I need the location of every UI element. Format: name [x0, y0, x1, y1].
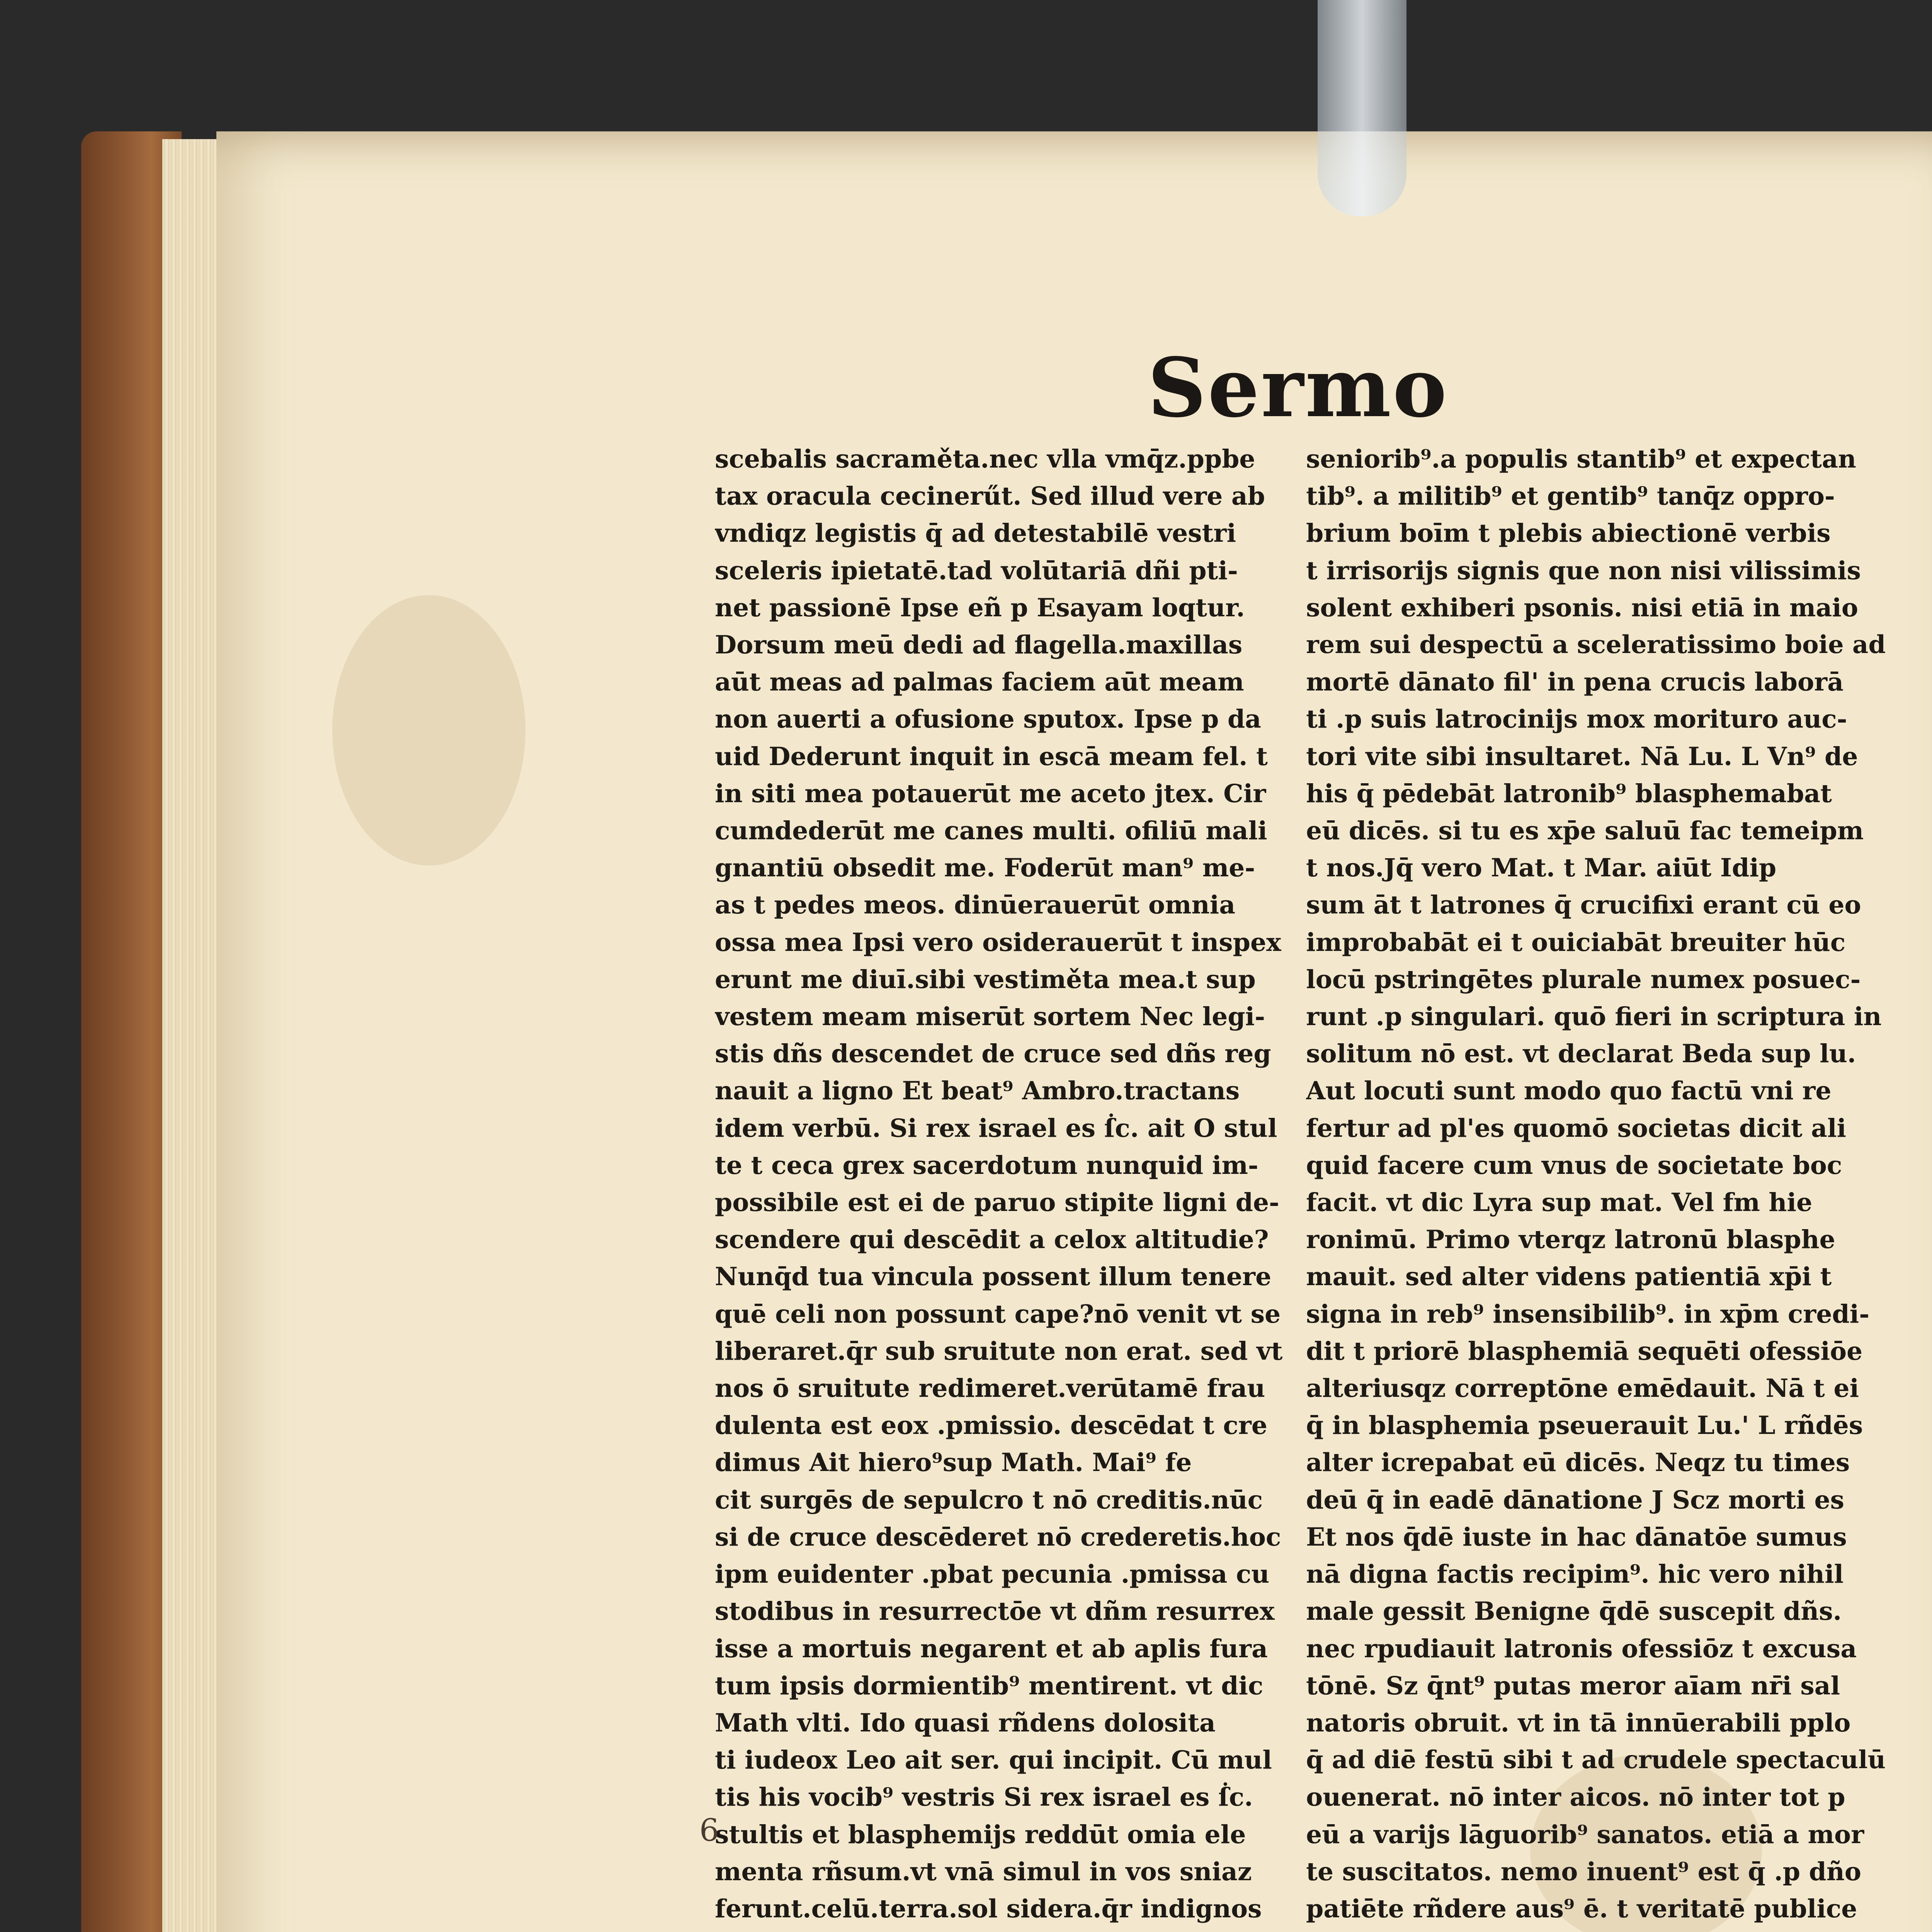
text-line: q̄ ad diē festū sibi t ad crudele spectaculū [1306, 1745, 1886, 1775]
text-line: runt .p singulari. quō fieri in scriptura in [1306, 1002, 1882, 1032]
text-line: stultis et blasphemijs reddūt omia ele [715, 1820, 1246, 1849]
text-line: non auerti a ofusione sputox. Ipse p da [715, 704, 1261, 734]
text-line: facit. vt dic Lyra sup mat. Vel fm hie [1306, 1188, 1813, 1218]
text-line: idem verbū. Si rex israel es ẛc. ait O stul [715, 1113, 1277, 1143]
text-line: tum ipsis dormientib⁹ mentirent. vt dic [715, 1671, 1264, 1701]
text-line: nos ō sruitute redimeret.verūtamē frau [715, 1374, 1265, 1403]
text-line: ossa mea Ipsi vero osiderauerūt t inspex [715, 927, 1281, 957]
text-line: Nunq̄d tua vincula possent illum tenere [715, 1262, 1272, 1292]
text-line: scendere qui descēdit a celox altitudie? [715, 1225, 1269, 1255]
text-line: in siti mea potauerūt me aceto jtex. Cir [715, 779, 1266, 808]
text-line: male gessit Benigne q̄dē suscepit dñs. [1306, 1597, 1842, 1626]
text-line: uid Dederunt inquit in escā meam fel. t [715, 742, 1268, 771]
text-line: dit t priorē blasphemiā sequēti ofessiōe [1306, 1336, 1863, 1366]
text-line: ti .p suis latrocinijs mox morituro auc- [1306, 704, 1847, 734]
text-line: ronimū. Primo vterqz latronū blasphe [1306, 1225, 1835, 1255]
text-line: deū q̄ in eadē dānatione J Scz morti es [1306, 1485, 1844, 1515]
text-line: patiēte rñdere aus⁹ ē. t veritatē publice [1306, 1894, 1857, 1923]
text-line: liberaret.q̄r sub sruitute non erat. sed vt [715, 1336, 1283, 1366]
text-line: tax oracula cecinerűt. Sed illud vere ab [715, 481, 1265, 511]
text-line: stodibus in resurrectōe vt dñm resurrex [715, 1597, 1275, 1626]
text-line: net passionē Ipse eñ p Esayam loqtur. [715, 593, 1245, 622]
text-line: dulenta est eox .pmissio. descēdat t cre [715, 1411, 1267, 1440]
text-line: ipm euidenter .pbat pecunia .pmissa cu [715, 1560, 1270, 1589]
text-line: improbabāt ei t ouiciabāt breuiter hūc [1306, 927, 1846, 957]
text-line: solent exhiberi psonis. nisi etiā in maio [1306, 593, 1858, 622]
text-line: Dorsum meū dedi ad flagella.maxillas [715, 630, 1243, 660]
page-heading: Sermo [1148, 340, 1449, 435]
text-line: quid facere cum vnus de societate boc [1306, 1150, 1842, 1180]
text-line: erunt me diuī.sibi vestiměta mea.t sup [715, 964, 1256, 994]
text-line: cumdederūt me canes multi. ofiliū mali [715, 816, 1267, 846]
text-line: possibile est ei de paruo stipite ligni de- [715, 1188, 1279, 1218]
text-line: seniorib⁹.a populis stantib⁹ et expectan [1306, 444, 1856, 474]
text-line: stis dñs descendet de cruce sed dñs reg [715, 1039, 1271, 1069]
text-line [715, 1927, 1306, 1932]
page-stain [332, 595, 526, 866]
text-line: ouenerat. nō inter aicos. nō inter tot p [1306, 1782, 1845, 1812]
text-line [1306, 1927, 1897, 1932]
text-line: eū a varijs lāguorib⁹ sanatos. etiā a mor [1306, 1820, 1864, 1849]
text-line: isse a mortuis negarent et ab aplis fura [715, 1634, 1268, 1663]
text-line: nā digna factis recipim⁹. hic vero nihil [1306, 1560, 1844, 1589]
text-line: Et nos q̄dē iuste in hac dānatōe sumus [1306, 1522, 1847, 1552]
text-line: Math vlti. Ido quasi rñdens dolosita [715, 1708, 1216, 1738]
text-line: quē celi non possunt cape?nō venit vt se [715, 1299, 1281, 1329]
text-line: tis his vocib⁹ vestris Si rex israel es ẛc. [715, 1782, 1253, 1812]
text-line: rem sui despectū a sceleratissimo boie ad [1306, 630, 1886, 660]
text-line: ferunt.celū.terra.sol sidera.q̄r indignos [715, 1894, 1262, 1923]
text-line: sceleris ipietatē.tad volūtariā dñi pti- [715, 556, 1238, 585]
text-line: brium boīm t plebis abiectionē verbis [1306, 519, 1831, 548]
text-line: Aut locuti sunt modo quo factū vni re [1306, 1076, 1832, 1106]
text-line: t irrisorijs signis que non nisi vilissimis [1306, 556, 1861, 585]
text-line: nec rpudiauit latronis ofessiōz t excusa [1306, 1634, 1857, 1663]
text-line: ti iudeox Leo ait ser. qui incipit. Cū mul [715, 1745, 1272, 1775]
text-line: te t ceca grex sacerdotum nunquid im- [715, 1150, 1259, 1180]
text-line: mauit. sed alter videns patientiā xp̄i t [1306, 1262, 1832, 1292]
text-line: cit surgēs de sepulcro t nō creditis.nūc [715, 1485, 1263, 1515]
text-line: tori vite sibi insultaret. Nā Lu. L Vn⁹ de [1306, 742, 1858, 771]
text-line: si de cruce descēderet nō crederetis.hoc [715, 1522, 1281, 1552]
text-line: sum āt t latrones q̄ crucifixi erant cū eo [1306, 890, 1861, 920]
text-line: fertur ad pl'es quomō societas dicit ali [1306, 1113, 1847, 1143]
text-line: aūt meas ad palmas faciem aūt meam [715, 667, 1244, 697]
text-line: solitum nō est. vt declarat Beda sup lu. [1306, 1039, 1856, 1069]
text-column-right [1306, 440, 1897, 1932]
text-line: eū dicēs. si tu es xp̄e saluū fac temeipm [1306, 816, 1864, 846]
text-line: scebalis sacraměta.nec vlla vmq̄z.ppbe [715, 444, 1255, 474]
text-line: alteriusqz correptōne emēdauit. Nā t ei [1306, 1374, 1859, 1403]
text-line: his q̄ pēdebāt latronib⁹ blasphemabat [1306, 779, 1832, 808]
text-line: vndiqz legistis q̄ ad detestabilē vestri [715, 519, 1236, 548]
text-line: signa in reb⁹ insensibilib⁹. in xp̄m credi- [1306, 1299, 1870, 1329]
margin-mark: 6 [699, 1812, 719, 1848]
text-line: gnantiū obsedit me. Foderūt man⁹ me- [715, 853, 1255, 883]
text-line: locū pstringētes plurale numex posuec- [1306, 964, 1861, 994]
text-line: t nos.Jq̄ vero Mat. t Mar. aiūt Idip [1306, 853, 1777, 883]
text-line: natoris obruit. vt in tā innūerabili pplo [1306, 1708, 1851, 1738]
page-clip-top [1318, 0, 1406, 216]
text-line: te suscitatos. nemo inuent⁹ est q̄ .p dño [1306, 1857, 1861, 1886]
text-line: tōnē. Sz q̄nt⁹ putas meror aīam nr̄i sal [1306, 1671, 1840, 1701]
text-line: menta rñsum.vt vnā simul in vos sniaz [715, 1857, 1252, 1886]
text-column-left [715, 440, 1306, 1932]
text-line: tib⁹. a militib⁹ et gentib⁹ tanq̄z oppro- [1306, 481, 1835, 511]
text-line: alter icrepabat eū dicēs. Neqz tu times [1306, 1448, 1850, 1478]
text-line: vestem meam miserūt sortem Nec legi- [715, 1002, 1265, 1032]
text-line: as t pedes meos. dinūerauerūt omnia [715, 890, 1236, 920]
text-line: q̄ in blasphemia pseuerauit Lu.' L rñdēs [1306, 1411, 1863, 1440]
text-line: mortē dānato fil' in pena crucis laborā [1306, 667, 1844, 697]
text-line: dimus Ait hiero⁹sup Math. Mai⁹ fe [715, 1448, 1192, 1478]
text-line: nauit a ligno Et beat⁹ Ambro.tractans [715, 1076, 1240, 1106]
